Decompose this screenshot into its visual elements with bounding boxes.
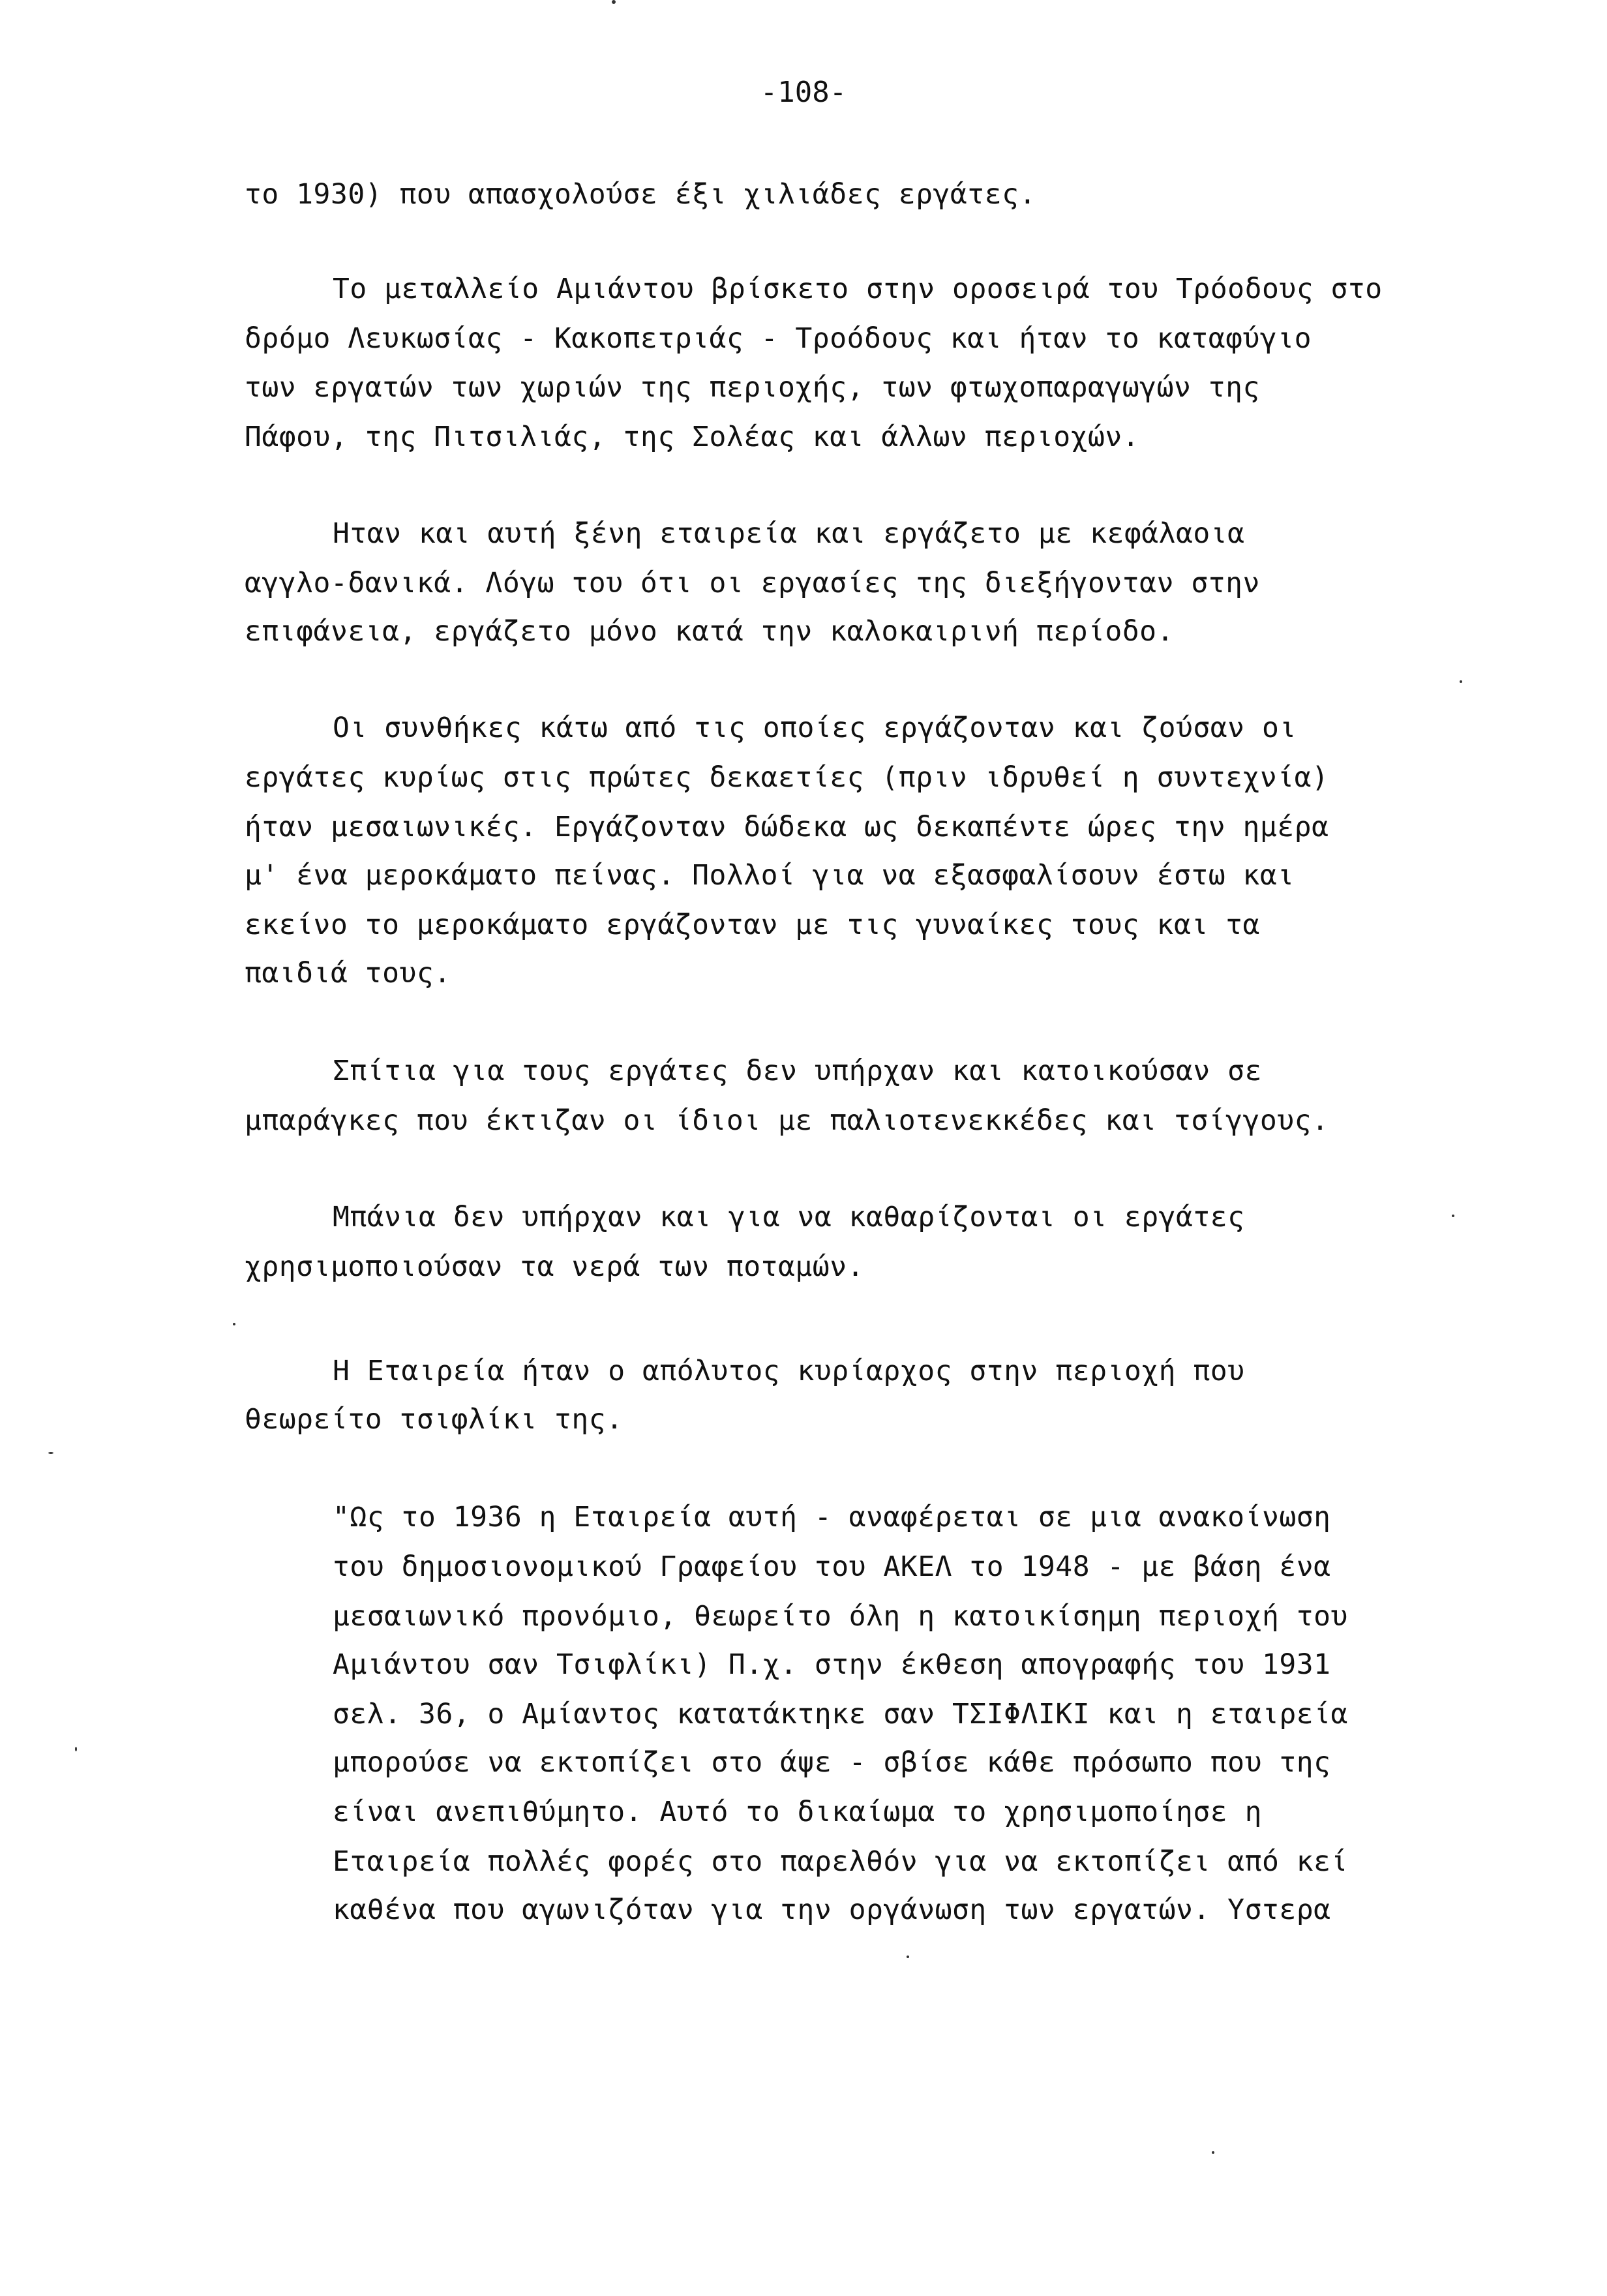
scan-speck — [48, 1452, 53, 1454]
scan-speck — [1452, 1215, 1454, 1217]
page-number: -108- — [760, 76, 847, 109]
text-line: ήταν μεσαιωνικές. Εργάζονταν δώδεκα ως δεκαπέντε ώρες την ημέρα — [245, 811, 1329, 843]
text-line: εκείνο το μεροκάματο εργάζονταν με τις γυναίκες τους και τα — [245, 909, 1260, 941]
text-line: Αμιάντου σαν Τσιφλίκι) Π.χ. στην έκθεση απογραφής του 1931 — [333, 1648, 1331, 1681]
text-line: Ηταν και αυτή ξένη εταιρεία και εργάζετο με κεφάλαοια — [333, 517, 1245, 550]
text-line: σελ. 36, ο Αμίαντος κατατάκτηκε σαν ΤΣΙΦΛΙΚΙ και η εταιρεία — [333, 1698, 1348, 1730]
text-line: εργάτες κυρίως στις πρώτες δεκαετίες (πριν ιδρυθεί η συντεχνία) — [245, 761, 1329, 794]
text-line: παιδιά τους. — [245, 957, 451, 989]
text-line: του δημοσιονομικού Γραφείου του ΑΚΕΛ το 1948 - με βάση ένα — [333, 1550, 1331, 1583]
scan-speck — [233, 1323, 235, 1325]
text-line: επιφάνεια, εργάζετο μόνο κατά την καλοκαιρινή περίοδο. — [245, 615, 1174, 648]
text-line: αγγλο-δανικά. Λόγω του ότι οι εργασίες της διεξήγονταν στην — [245, 567, 1260, 599]
scan-speck — [1212, 2151, 1214, 2154]
text-line: Μπάνια δεν υπήρχαν και για να καθαρίζονται οι εργάτες — [333, 1201, 1245, 1233]
text-line: "Ως το 1936 η Εταιρεία αυτή - αναφέρεται σε μια ανακοίνωση — [333, 1501, 1331, 1533]
text-line: είναι ανεπιθύμητο. Αυτό το δικαίωμα το χρησιμοποίησε η — [333, 1796, 1262, 1828]
text-line: θεωρείτο τσιφλίκι της. — [245, 1403, 623, 1436]
text-line: Εταιρεία πολλές φορές στο παρελθόν για να εκτοπίζει από κεί — [333, 1845, 1348, 1878]
text-line: Η Εταιρεία ήταν ο απόλυτος κυρίαρχος στην περιοχή που — [333, 1355, 1245, 1387]
text-line: μπαράγκες που έκτιζαν οι ίδιοι με παλιοτενεκκέδες και τσίγγους. — [245, 1104, 1329, 1137]
text-line: των εργατών των χωριών της περιοχής, των φτωχοπαραγωγών της — [245, 371, 1260, 404]
text-line: μ' ένα μεροκάματο πείνας. Πολλοί για να εξασφαλίσουν έστω και — [245, 859, 1295, 892]
text-line: καθένα που αγωνιζόταν για την οργάνωση των εργατών. Υστερα — [333, 1894, 1331, 1926]
text-line: χρησιμοποιούσαν τα νερά των ποταμών. — [245, 1250, 864, 1283]
text-line: μεσαιωνικό προνόμιο, θεωρείτο όλη η κατοικίσημη περιοχή του — [333, 1600, 1348, 1633]
text-line: Οι συνθήκες κάτω από τις οποίες εργάζονταν και ζούσαν οι — [333, 712, 1297, 744]
text-line: Πάφου, της Πιτσιλιάς, της Σολέας και άλλων περιοχών. — [245, 421, 1140, 453]
text-line: Σπίτια για τους εργάτες δεν υπήρχαν και κατοικούσαν σε — [333, 1055, 1262, 1087]
scan-speck — [1460, 680, 1462, 683]
text-line: το 1930) που απασχολούσε έξι χιλιάδες εργάτες. — [245, 178, 1036, 211]
text-line: μπορούσε να εκτοπίζει στο άψε - σβίσε κάθε πρόσωπο που της — [333, 1746, 1331, 1779]
scan-speck — [75, 1747, 77, 1751]
text-line: Το μεταλλείο Αμιάντου βρίσκετο στην οροσειρά του Τρόοδους στο — [333, 273, 1383, 305]
scan-speck — [907, 1956, 909, 1958]
scan-speck — [612, 0, 616, 4]
text-line: δρόμο Λευκωσίας - Κακοπετριάς - Τροόδους και ήταν το καταφύγιο — [245, 322, 1312, 355]
